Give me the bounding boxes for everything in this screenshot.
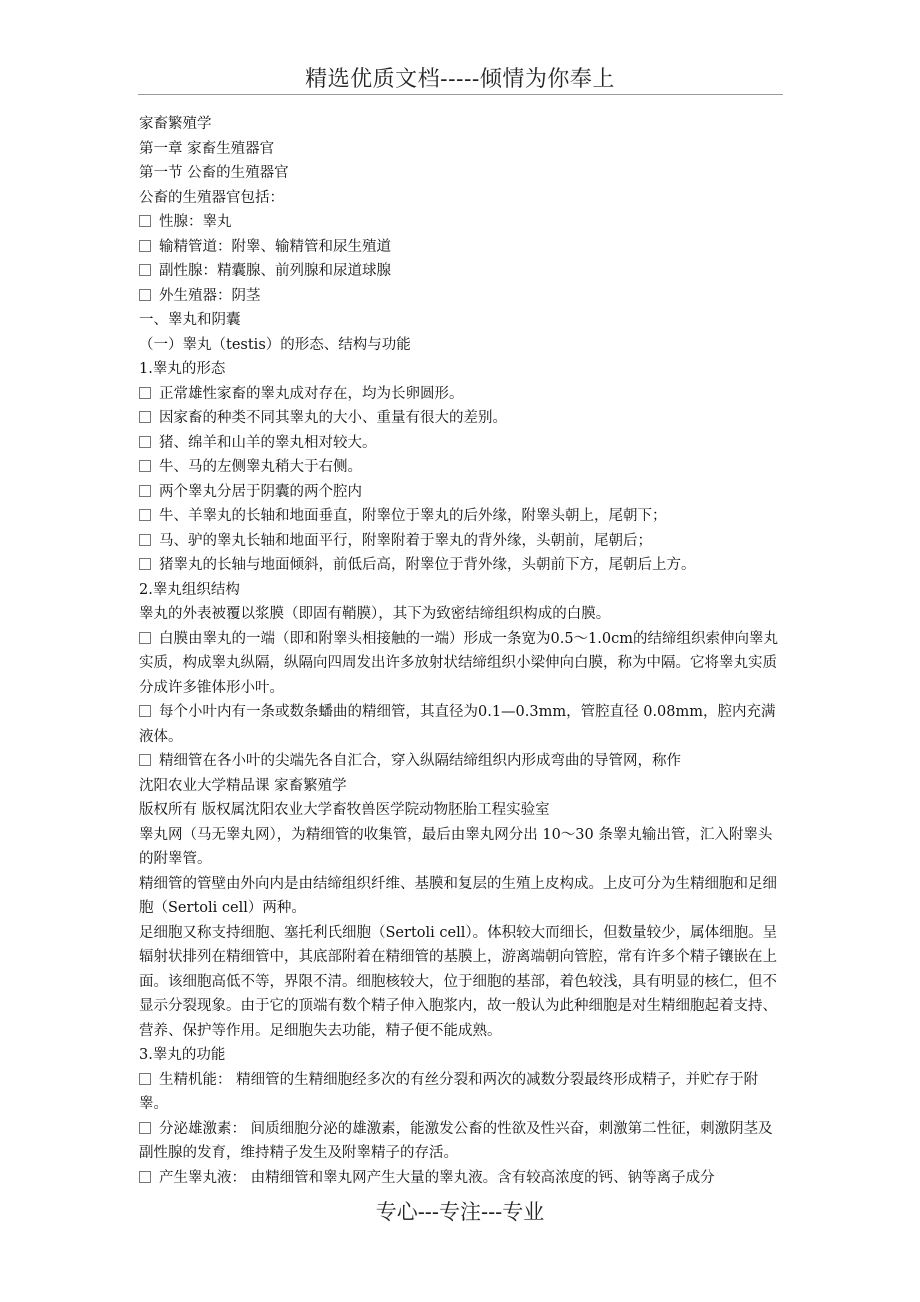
text-paragraph [139,186,784,211]
paragraph-text: 公畜的生殖器官包括： [139,189,284,206]
square-bullet-icon [139,411,151,423]
bullet-paragraph [139,553,784,578]
bullet-paragraph [139,431,784,456]
square-bullet-icon [139,264,151,276]
paragraph-text: 足细胞又称支持细胞、塞托利氏细胞（Sertoli cell）。体积较大而细长，但数量较少，属体细胞。呈辐射状排列在精细管中，其底部附着在精细管的基膜上，游离端朝向管腔，常有许多个精子镶嵌在上面。该细胞高低不等，界限不清。细胞核较大，位于细胞的基部，着色较浅，具有明显的核仁，但不显示分裂现象。由于它的顶端有数个精子伸入胞浆内，故一般认为此种细胞是对生精细胞起着支持、营养、保护等作用。足细胞失去功能，精子便不能成熟。 [139,924,778,1039]
square-bullet-icon [139,289,151,301]
text-paragraph [139,798,784,823]
page-footer-text: 专心---专注---专业 [375,1200,545,1224]
paragraph-text: 性腺：睾丸 [159,214,232,230]
bullet-paragraph [139,700,784,749]
paragraph-text: 3.睾丸的功能 [139,1047,226,1063]
bullet-paragraph [139,284,784,309]
text-paragraph [139,357,784,382]
paragraph-text: 第一章 家畜生殖器官 [139,140,275,157]
square-bullet-icon [139,387,151,399]
text-paragraph [139,137,784,162]
text-paragraph [139,921,784,1044]
paragraph-text: 一、睾丸和阴囊 [139,312,241,328]
square-bullet-icon [139,558,151,570]
bullet-paragraph [139,1068,784,1117]
text-paragraph [139,308,784,333]
page-header-title: 精选优质文档-----倾情为你奉上 [305,67,615,92]
square-bullet-icon [139,1171,151,1183]
paragraph-text: 牛、羊睾丸的长轴和地面垂直，附睾位于睾丸的后外缘，附睾头朝上，尾朝下； [159,508,667,524]
square-bullet-icon [139,1122,151,1134]
paragraph-text: 第一节 公畜的生殖器官 [139,165,289,181]
header-divider [138,94,783,95]
bullet-paragraph [139,382,784,407]
paragraph-text: 每个小叶内有一条或数条蟠曲的精细管，其直径为0.1—0.3mm，管腔直径 0.08mm，腔内充满液体。 [139,704,776,745]
bullet-paragraph [139,504,784,529]
square-bullet-icon [139,436,151,448]
paragraph-text: 猪、绵羊和山羊的睾丸相对较大。 [159,434,377,451]
text-paragraph [139,112,784,137]
bullet-paragraph [139,480,784,505]
paragraph-text: 家畜繁殖学 [139,116,212,132]
square-bullet-icon [139,632,151,644]
text-paragraph [139,823,784,872]
paragraph-text: 输精管道：附睾、输精管和尿生殖道 [159,238,391,255]
square-bullet-icon [139,534,151,546]
text-paragraph [139,161,784,186]
paragraph-text: 猪睾丸的长轴与地面倾斜，前低后高，附睾位于背外缘，头朝前下方，尾朝后上方。 [159,557,696,573]
document-body [139,112,784,1190]
square-bullet-icon [139,509,151,521]
paragraph-text: 外生殖器：阴茎 [159,287,261,304]
text-paragraph [139,578,784,603]
paragraph-text: 因家畜的种类不同其睾丸的大小、重量有很大的差别。 [159,410,507,426]
bullet-paragraph [139,235,784,260]
square-bullet-icon [139,215,151,227]
square-bullet-icon [139,705,151,717]
paragraph-text: 正常雄性家畜的睾丸成对存在，均为长卵圆形。 [159,385,464,402]
bullet-paragraph [139,1166,784,1191]
paragraph-text: 副性腺：精囊腺、前列腺和尿道球腺 [159,263,391,279]
paragraph-text: 1.睾丸的形态 [139,361,226,377]
paragraph-text: 版权所有 版权属沈阳农业大学畜牧兽医学院动物胚胎工程实验室 [139,802,550,818]
square-bullet-icon [139,754,151,766]
square-bullet-icon [139,1073,151,1085]
bullet-paragraph [139,749,784,774]
paragraph-text: 睾丸网（马无睾丸网），为精细管的收集管，最后由睾丸网分出 10～30 条睾丸输出管，汇入附睾头的附睾管。 [139,826,773,867]
paragraph-text: 两个睾丸分居于阴囊的两个腔内 [159,483,362,500]
paragraph-text: 睾丸的外表被覆以浆膜（即固有鞘膜），其下为致密结缔组织构成的白膜。 [139,606,611,622]
square-bullet-icon [139,460,151,472]
text-paragraph [139,602,784,627]
paragraph-text: 2.睾丸组织结构 [139,581,240,598]
text-paragraph [139,333,784,358]
paragraph-text: 分泌雄激素： 间质细胞分泌的雄激素，能激发公畜的性欲及性兴奋，刺激第二性征，刺激阴茎及副性腺的发育，维持精子发生及附睾精子的存活。 [139,1120,773,1161]
square-bullet-icon [139,485,151,497]
bullet-paragraph [139,455,784,480]
bullet-paragraph [139,259,784,284]
paragraph-text: 生精机能： 精细管的生精细胞经多次的有丝分裂和两次的减数分裂最终形成精子，并贮存于附睾。 [139,1071,759,1112]
bullet-paragraph [139,529,784,554]
bullet-paragraph [139,210,784,235]
paragraph-text: （一）睾丸（testis）的形态、结构与功能 [139,336,411,353]
bullet-paragraph [139,1117,784,1166]
paragraph-text: 产生睾丸液： 由精细管和睾丸网产生大量的睾丸液。含有较高浓度的钙、钠等离子成分 [159,1169,715,1186]
bullet-paragraph [139,406,784,431]
paragraph-text: 精细管在各小叶的尖端先各自汇合，穿入纵隔结缔组织内形成弯曲的导管网，称作 [159,753,681,769]
text-paragraph [139,1043,784,1068]
square-bullet-icon [139,240,151,252]
bullet-paragraph [139,627,784,701]
paragraph-text: 马、驴的睾丸长轴和地面平行，附睾附着于睾丸的背外缘，头朝前，尾朝后； [159,532,652,549]
text-paragraph [139,774,784,799]
paragraph-text: 精细管的管壁由外向内是由结缔组织纤维、基膜和复层的生殖上皮构成。上皮可分为生精细胞和足细胞（Sertoli cell）两种。 [139,875,777,916]
paragraph-text: 白膜由睾丸的一端（即和附睾头相接触的一端）形成一条宽为0.5～1.0cm的结缔组织索伸向睾丸实质，构成睾丸纵隔，纵隔向四周发出许多放射状结缔组织小梁伸向白膜，称为中隔。它将睾丸实质分成许多锥体形小叶。 [139,630,778,696]
text-paragraph [139,872,784,921]
paragraph-text: 沈阳农业大学精品课 家畜繁殖学 [139,777,347,794]
paragraph-text: 牛、马的左侧睾丸稍大于右侧。 [159,459,362,475]
